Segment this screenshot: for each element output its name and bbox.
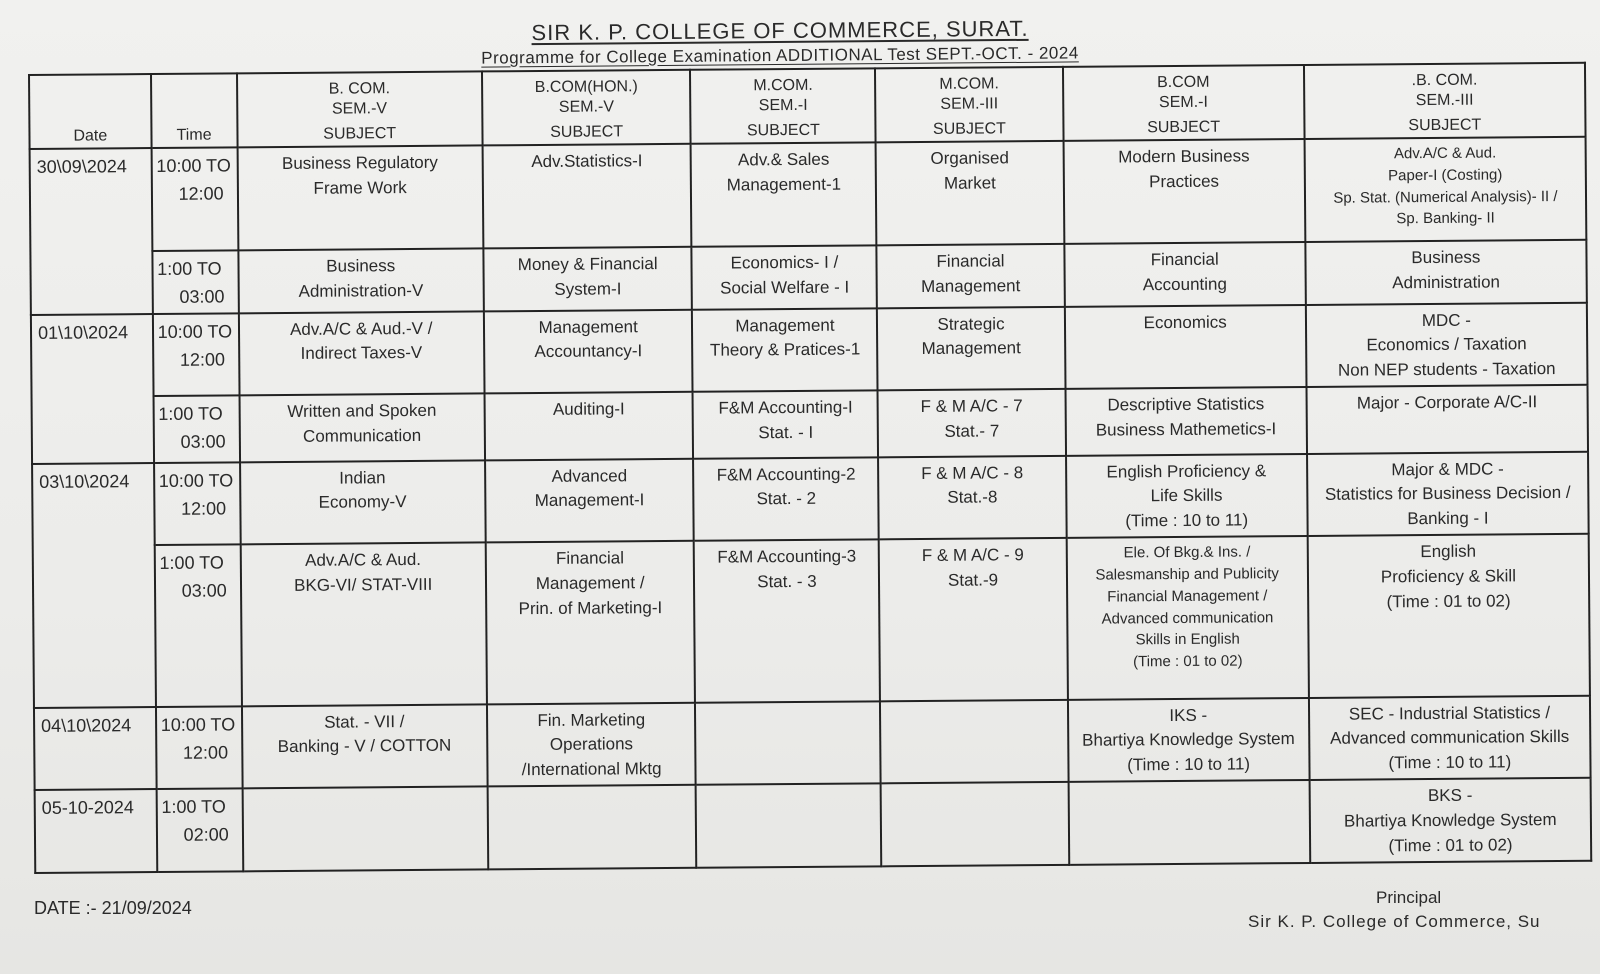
subject-cell	[1309, 778, 1591, 863]
subject-cell	[1064, 305, 1306, 390]
subject-line: English Proficiency &	[1106, 461, 1267, 482]
subject-cell	[242, 787, 488, 872]
subject-line: Statistics for Business Decision /	[1324, 483, 1571, 505]
subject-cell	[1306, 302, 1588, 387]
subject-line: Management	[735, 315, 835, 336]
subject-line: English	[1420, 541, 1477, 562]
subject-line: Economy-V	[318, 492, 407, 513]
subject-cell	[237, 145, 483, 250]
subject-line: Prin. of Marketing-I	[518, 597, 663, 618]
subject-line: Proficiency & Skill	[1380, 566, 1517, 587]
subject-cell	[1307, 451, 1589, 536]
exam-time	[154, 462, 241, 545]
subject-line: F & M A/C - 7	[920, 396, 1023, 417]
college-signature: Sir K. P. College of Commerce, Su	[1248, 912, 1541, 931]
subject-line: Theory & Pratices-1	[709, 339, 861, 360]
subject-line: Financial Management /	[1107, 587, 1268, 606]
subject-line: Management-I	[534, 490, 645, 511]
subject-line: /International Mktg	[521, 759, 662, 780]
subject-line: Stat. - I	[758, 422, 814, 443]
subject-cell	[1309, 695, 1591, 780]
timetable-wrapper	[28, 62, 1592, 874]
subject-line: Accounting	[1142, 274, 1227, 294]
subject-line: Life Skills	[1150, 486, 1223, 506]
subject-line: F&M Accounting-3	[717, 546, 857, 567]
subject-cell	[238, 248, 484, 313]
schedule-row	[30, 137, 1587, 252]
subject-line: Accountancy-I	[534, 341, 643, 362]
subject-line: Business Mathemetics-I	[1095, 419, 1277, 440]
subject-cell	[239, 394, 485, 462]
subject-line: Stat. - 3	[757, 571, 817, 592]
subject-line: Bhartiya Knowledge System	[1343, 809, 1557, 831]
subject-line: Advanced communication	[1101, 608, 1274, 628]
timetable-body	[30, 137, 1592, 873]
subject-line: Stat.-8	[947, 487, 998, 508]
subject-cell	[1067, 698, 1309, 783]
subject-cell	[691, 142, 877, 246]
header-course: M.COM. SEM.-III SUBJECT	[875, 67, 1063, 142]
issue-date: DATE :- 21/09/2024	[34, 898, 192, 918]
subject-cell	[1068, 780, 1310, 865]
exam-time	[156, 706, 243, 789]
subject-line: Indirect Taxes-V	[300, 343, 423, 364]
time-end: 03:00	[181, 580, 227, 602]
exam-date: 30\09\2024	[30, 148, 153, 315]
subject-line: Paper-I (Costing)	[1388, 166, 1503, 185]
subject-line: Management	[921, 275, 1021, 296]
exam-time	[152, 250, 238, 313]
subject-line: Market	[943, 173, 996, 193]
subject-line: Adv.A/C & Aud.	[1393, 144, 1497, 163]
subject-cell	[240, 460, 486, 545]
subject-cell	[1307, 534, 1589, 698]
subject-line: Business	[1411, 247, 1481, 267]
subject-cell	[881, 782, 1069, 866]
exam-time	[153, 396, 239, 463]
header-course: B. COM. SEM.-V SUBJECT	[237, 71, 483, 147]
subject-cell	[242, 704, 488, 789]
subject-cell	[879, 456, 1067, 540]
exam-date: 03\10\2024	[32, 463, 156, 708]
subject-line: Non NEP students - Taxation	[1337, 358, 1556, 380]
time-start: 10:00 TO	[160, 714, 236, 735]
schedule-row	[32, 385, 1588, 464]
exam-time	[151, 147, 238, 251]
subject-cell	[488, 785, 697, 869]
subject-cell	[1065, 387, 1307, 455]
exam-time	[154, 545, 241, 707]
subject-cell	[877, 244, 1065, 308]
subject-line: Management /	[535, 573, 645, 594]
header-course: .B. COM. SEM.-III SUBJECT	[1304, 63, 1586, 139]
subject-line: (Time : 10 to 11)	[1125, 510, 1249, 531]
subject-cell	[1306, 385, 1588, 454]
subject-cell	[879, 538, 1067, 701]
subject-line: BKS -	[1427, 785, 1473, 806]
exam-time	[156, 789, 243, 872]
subject-cell	[240, 543, 487, 706]
subject-line: Management	[921, 338, 1021, 359]
subject-line: Financial	[936, 251, 1005, 271]
subject-line: Modern Business	[1118, 146, 1250, 167]
subject-line: (Time : 01 to 02)	[1386, 590, 1511, 611]
subject-cell	[693, 391, 879, 459]
time-end: 12:00	[180, 498, 227, 519]
schedule-row	[32, 451, 1589, 546]
subject-line: BKG-VI/ STAT-VIII	[294, 574, 433, 595]
subject-line: Descriptive Statistics	[1107, 394, 1265, 415]
subject-line: Financial	[555, 548, 625, 569]
exam-date: 05-10-2024	[35, 789, 157, 873]
subject-cell	[1304, 137, 1586, 242]
time-end: 03:00	[180, 431, 226, 453]
subject-line: System-I	[554, 278, 622, 299]
subject-cell	[692, 308, 878, 392]
header-course: B.COM(HON.) SEM.-V SUBJECT	[482, 70, 691, 146]
subject-line: Adv.Statistics-I	[531, 151, 643, 172]
subject-cell	[695, 701, 881, 785]
subject-line: Business Regulatory	[281, 152, 438, 174]
subject-line: Sp. Stat. (Numerical Analysis)- II /	[1333, 187, 1558, 207]
subject-cell	[486, 541, 696, 704]
time-end: 12:00	[178, 183, 224, 204]
subject-line: Strategic	[937, 313, 1005, 334]
subject-line: F & M A/C - 9	[921, 545, 1024, 566]
header-date: Date	[29, 74, 151, 149]
subject-line: Business	[326, 255, 396, 276]
subject-line: F&M Accounting-I	[718, 397, 853, 418]
subject-line: Skills in English	[1135, 630, 1240, 649]
subject-cell	[693, 457, 879, 541]
schedule-row	[35, 778, 1592, 873]
subject-cell	[696, 784, 882, 868]
subject-cell	[694, 540, 880, 703]
page-subtitle: Programme for College Examination ADDITIONAL Test SEPT.-OCT. - 2024	[481, 43, 1079, 68]
subject-cell	[484, 392, 693, 460]
exam-date: 01\10\2024	[31, 314, 154, 464]
subject-cell	[238, 311, 484, 396]
subject-line: IKS -	[1169, 705, 1208, 725]
subject-line: Major & MDC -	[1391, 459, 1504, 480]
time-start: 10:00 TO	[157, 320, 233, 342]
subject-line: Management-1	[726, 174, 842, 195]
subject-cell	[876, 141, 1064, 245]
subject-line: Stat.- 7	[944, 421, 1000, 441]
subject-line: SEC - Industrial Statistics /	[1348, 702, 1551, 724]
exam-date: 04\10\2024	[34, 707, 156, 791]
page-title: SIR K. P. COLLEGE OF COMMERCE, SURAT.	[531, 15, 1029, 46]
time-start: 10:00 TO	[156, 155, 231, 176]
subject-cell	[1064, 242, 1306, 307]
subject-line: Economics	[1143, 312, 1227, 332]
time-end: 12:00	[179, 349, 226, 370]
subject-line: Economics / Taxation	[1366, 334, 1527, 355]
schedule-row	[33, 534, 1590, 708]
time-end: 02:00	[183, 824, 229, 846]
subject-cell	[1063, 139, 1305, 244]
subject-line: Stat. - VII /	[324, 711, 405, 732]
header-course: B.COM SEM.-I SUBJECT	[1063, 65, 1305, 141]
subject-line: Economics- I /	[730, 252, 839, 273]
subject-cell	[485, 459, 694, 543]
subject-line: Fin. Marketing	[537, 709, 646, 730]
time-start: 1:00 TO	[159, 552, 224, 574]
subject-line: Ele. Of Bkg.& Ins. /	[1123, 543, 1251, 562]
time-start: 1:00 TO	[158, 403, 223, 425]
header-time: Time	[151, 73, 237, 148]
subject-cell	[1066, 454, 1308, 539]
subject-line: Sp. Banking- II	[1396, 209, 1495, 228]
subject-line: Operations	[549, 734, 634, 755]
subject-line: (Time : 01 to 02)	[1388, 834, 1513, 855]
principal-title: Principal	[1376, 888, 1442, 907]
subject-line: Social Welfare - I	[720, 277, 850, 298]
subject-line: Banking - I	[1407, 508, 1489, 529]
subject-line: Management	[538, 316, 638, 337]
subject-line: (Time : 01 to 02)	[1133, 652, 1243, 671]
subject-line: Written and Spoken	[287, 400, 437, 422]
subject-line: Financial	[1150, 249, 1219, 270]
subject-line: Auditing-I	[552, 399, 625, 420]
subject-cell	[484, 309, 693, 393]
subject-line: Bhartiya Knowledge System	[1082, 729, 1295, 751]
subject-cell	[483, 247, 692, 311]
subject-line: Frame Work	[313, 177, 407, 198]
subject-line: Stat. - 2	[756, 489, 817, 509]
header-course: M.COM. SEM.-I SUBJECT	[690, 68, 876, 143]
subject-line: Communication	[302, 425, 422, 446]
subject-line: Advanced	[551, 466, 628, 486]
subject-line: Major - Corporate A/C-II	[1356, 392, 1538, 413]
subject-cell	[878, 389, 1066, 457]
exam-time	[153, 313, 240, 396]
subject-line: Adv.A/C & Aud.-V /	[289, 318, 433, 339]
subject-cell	[880, 700, 1068, 784]
subject-line: (Time : 10 to 11)	[1388, 752, 1512, 773]
subject-line: Banking - V / COTTON	[277, 736, 452, 757]
subject-line: MDC -	[1421, 310, 1472, 330]
schedule-row	[31, 302, 1588, 397]
subject-line: Administration-V	[298, 280, 424, 301]
time-end: 03:00	[179, 286, 225, 307]
subject-line: Money & Financial	[517, 253, 658, 275]
subject-line: Adv.& Sales	[737, 149, 830, 170]
subject-line: Indian	[339, 467, 386, 488]
subject-cell	[1066, 536, 1309, 699]
subject-line: Practices	[1149, 171, 1220, 191]
subject-line: Organised	[930, 148, 1009, 168]
subject-line: F & M A/C - 8	[921, 462, 1024, 483]
exam-timetable	[28, 62, 1592, 874]
subject-line: Adv.A/C & Aud.	[305, 550, 422, 571]
subject-cell	[487, 702, 696, 786]
subject-cell	[877, 306, 1065, 390]
time-start: 10:00 TO	[158, 470, 234, 491]
subject-line: Stat.-9	[947, 570, 999, 590]
time-start: 1:00 TO	[161, 796, 226, 818]
schedule-row	[34, 695, 1591, 790]
subject-cell	[1305, 240, 1587, 305]
subject-line: Administration	[1392, 271, 1501, 292]
time-start: 1:00 TO	[157, 258, 222, 279]
subject-line: Advanced communication Skills	[1330, 727, 1570, 749]
time-end: 12:00	[182, 742, 229, 763]
subject-cell	[482, 144, 691, 248]
subject-cell	[692, 245, 878, 309]
subject-line: F&M Accounting-2	[716, 464, 856, 485]
subject-line: Salesmanship and Publicity	[1095, 565, 1279, 584]
subject-line: (Time : 10 to 11)	[1127, 754, 1251, 775]
